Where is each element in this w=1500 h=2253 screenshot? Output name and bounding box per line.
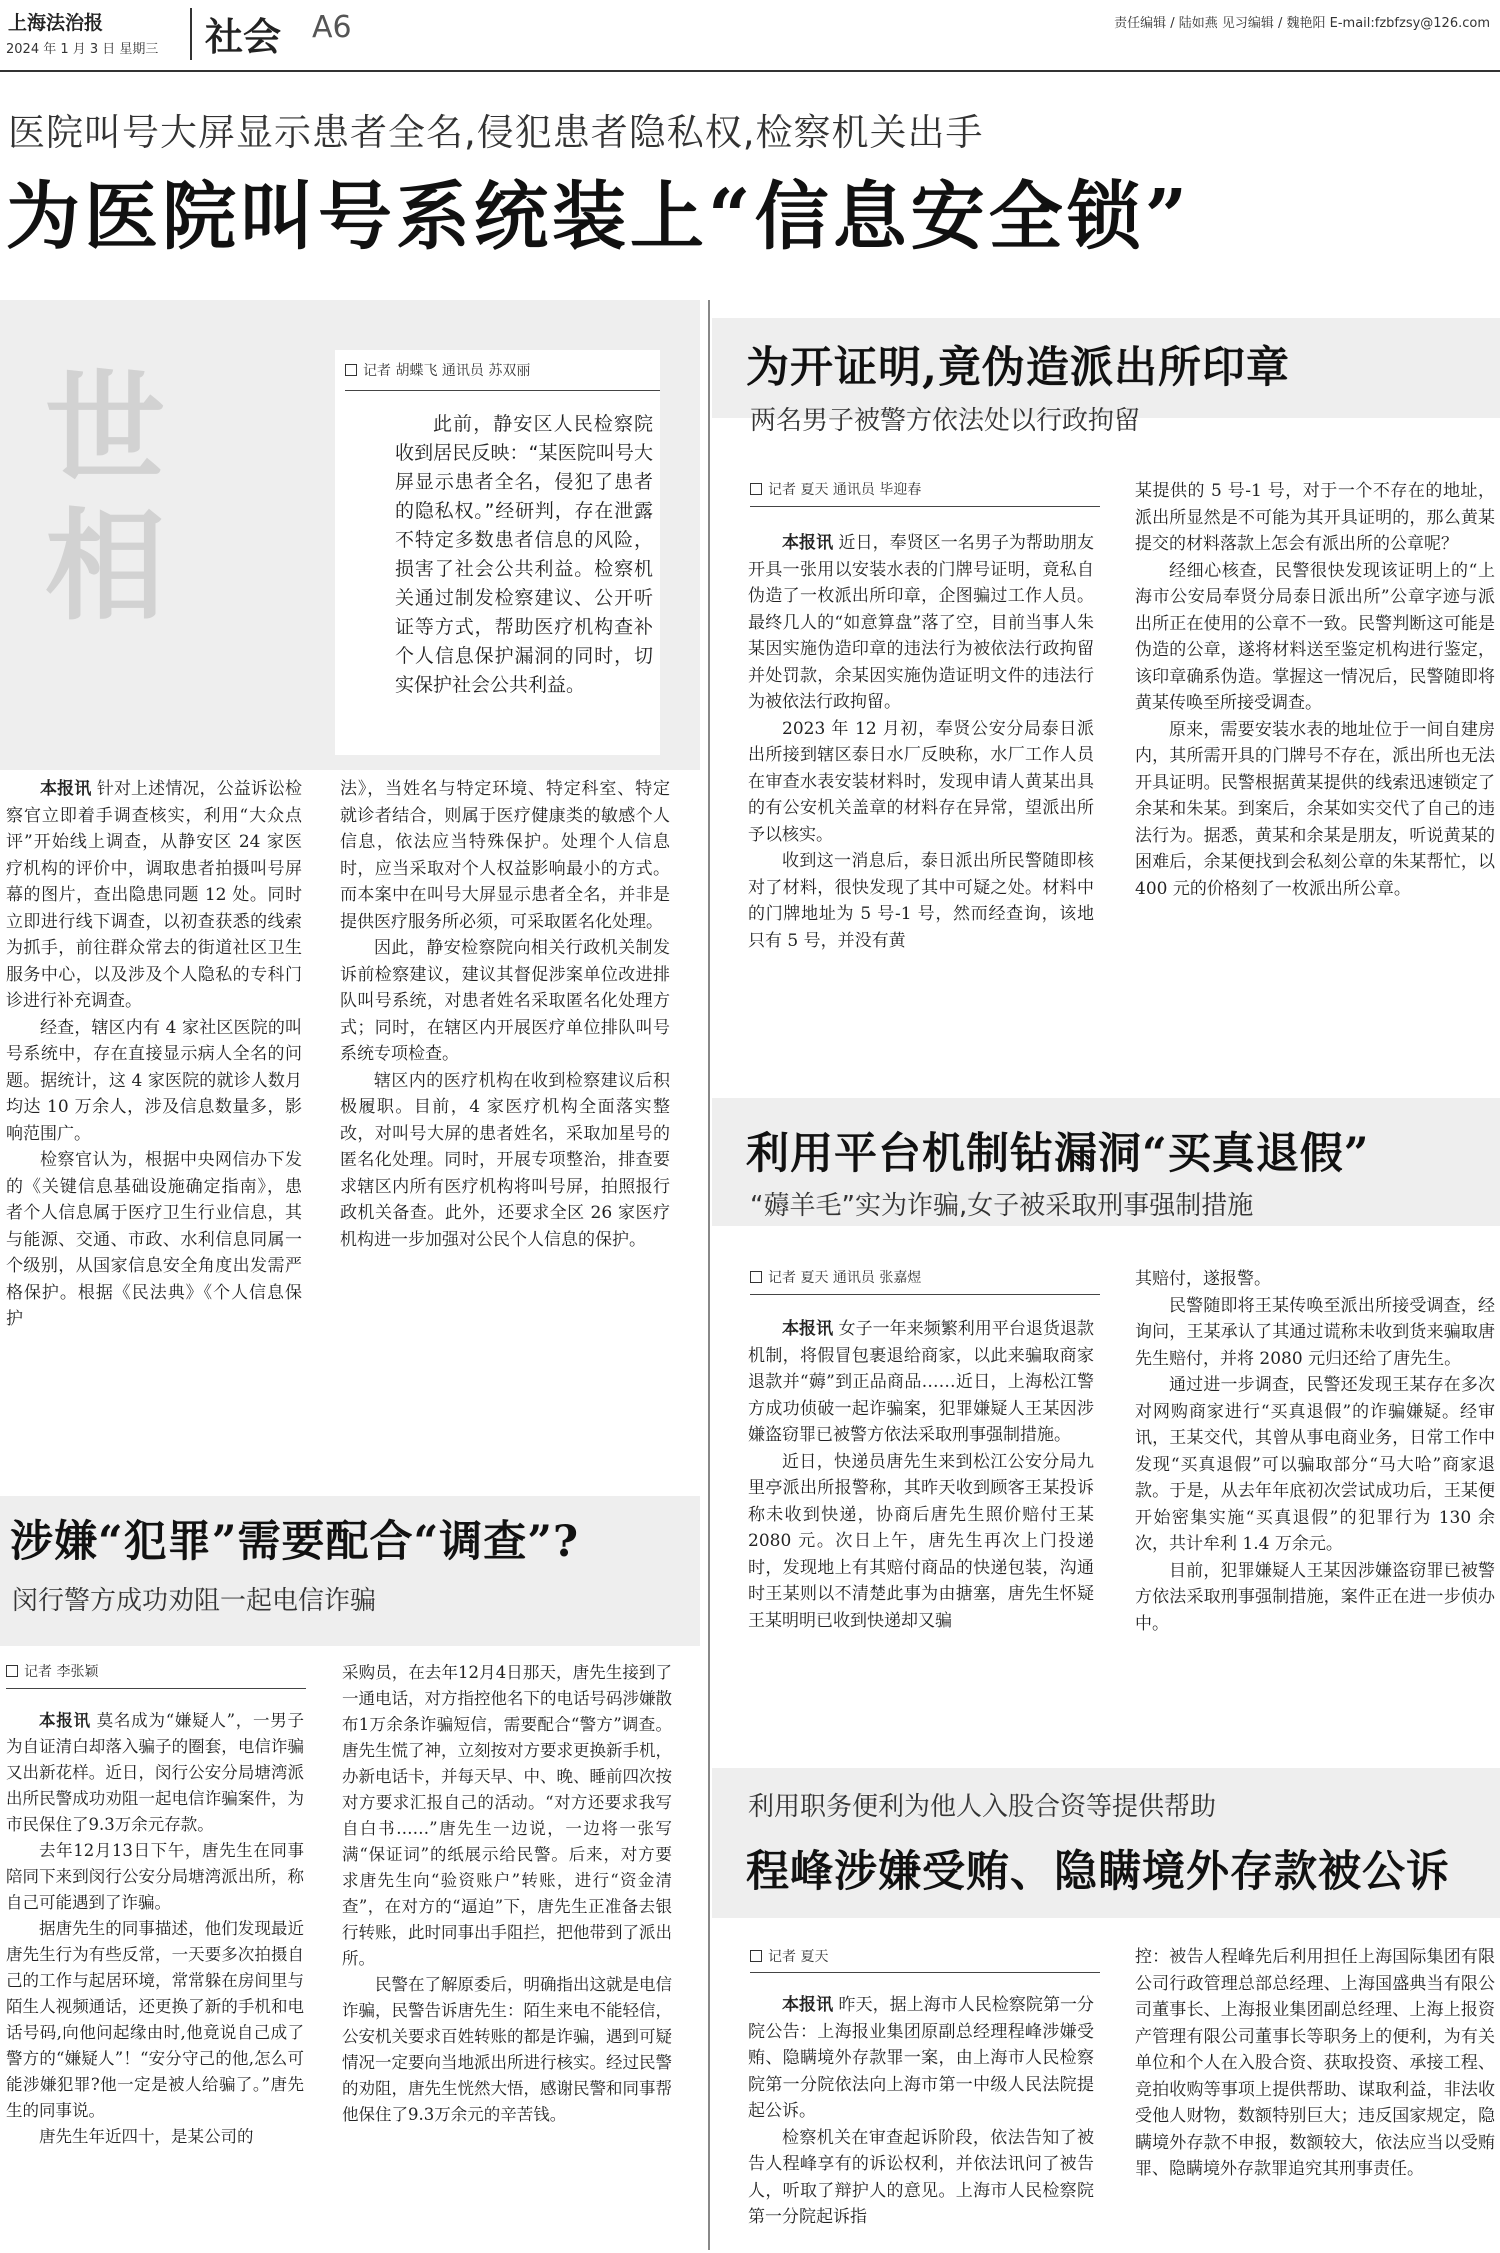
paragraph: 近日，快递员唐先生来到松江公安分局九里亭派出所报警称，其昨天收到顾客王某投诉称未收到快递，协商后唐先生照价赔付王某 2080 元。次日上午，唐先生再次上门投递时，发现地上有其赔付商品的快递包装，沟通时王某则以不清楚此事为由搪塞，唐先生怀疑王某明明已收到快递却又骗	[748, 1451, 1094, 1631]
story4-column-2	[342, 1660, 672, 2128]
paragraph: 收到这一消息后，泰日派出所民警随即核对了材料，很快发现了其中可疑之处。材料中的门牌地址为 5 号-1 号，然而经查询，该地只有 5 号，并没有黄	[748, 851, 1094, 951]
paragraph	[748, 1316, 1094, 1449]
paragraph: 唐先生年近四十，是某公司的	[39, 2127, 254, 2146]
story3-byline	[750, 1267, 921, 1287]
story2-headline: 为开证明,竟伪造派出所印章	[746, 343, 1290, 393]
byline-text: 记者 李张颖	[24, 1664, 99, 1680]
paper-name: 上海法治报	[8, 12, 104, 34]
paragraph: 通过进一步调查，民警还发现王某存在多次对网购商家进行“买真退假”的诈骗嫌疑。经审讯，王某交代，其曾从事电商业务，日常工作中发现“买真退假”可以骗取部分“马大哈”商家退款。于是，从去年年底初次尝试成功后，王某便开始密集实施“买真退假”的犯罪行为 130 余次，共计牟利 1.4 万余元。	[1135, 1375, 1495, 1554]
paragraph: 控：被告人程峰先后利用担任上海国际集团有限公司行政管理总部总经理、上海国盛典当有限公司董事长、上海报业集团副总经理、上海上报资产管理有限公司董事长等职务上的便利，为有关单位和个人在入股合资、获取投资、承接工程、竞拍收购等事项上提供帮助、谋取利益，非法收受他人财物，数额特别巨大；违反国家规定，隐瞒境外存款不申报，数额较大，依法应当以受贿罪、隐瞒境外存款罪追究其刑事责任。	[1135, 1947, 1495, 2179]
byline-rule	[750, 1294, 1100, 1295]
story5-column-2	[1135, 1944, 1495, 2183]
paragraph-text: 针对上述情况，公益诉讼检察官立即着手调查核实，利用“大众点评”开始线上调查，从静安区 24 家医疗机构的评价中，调取患者拍摄叫号屏幕的图片，查出隐患同题 12 处。同时立即进行线下调查，以初查获悉的线索为抓手，前往群众常去的街道社区卫生服务中心，以及涉及个人隐私的专科门诊进行补充调查。	[6, 779, 303, 1011]
story2-subheadline: 两名男子被警方依法处以行政拘留	[750, 406, 1141, 436]
dateline: 本报讯	[782, 533, 834, 553]
dateline: 本报讯	[40, 779, 92, 799]
paragraph: 其赔付，遂报警。	[1135, 1269, 1271, 1289]
byline-text: 记者 夏天 通讯员 张嘉煜	[768, 1270, 922, 1286]
paragraph: 经细心核查，民警很快发现该证明上的“上海市公安局奉贤分局泰日派出所”公章字迹与派出所正在使用的公章不一致。民警判断这可能是伪造的公章，遂将材料送至鉴定机构进行鉴定，该印章确系伪造。掌握这一情况后，民警随即将黄某传唤至所接受调查。	[1135, 560, 1495, 713]
lead-byline	[345, 360, 530, 380]
paragraph-text: 近日，奉贤区一名男子为帮助朋友开具一张用以安装水表的门牌号证明，竟私自伪造了一枚派出所印章，企图骗过工作人员。最终几人的“如意算盘”落了空，目前当事人朱某因实施伪造印章的违法行为被依法行政拘留并处罚款，余某因实施伪造证明文件的违法行为被依法行政拘留。	[748, 533, 1095, 712]
paragraph: 去年12月13日下午，唐先生在同事陪同下来到闵行公安分局塘湾派出所，称自己可能遇到了诈骗。	[6, 1841, 304, 1912]
paragraph: 法》，当姓名与特定环境、特定科室、特定就诊者结合，则属于医疗健康类的敏感个人信息，依法应当特殊保护。处理个人信息时，应当采取对个人权益影响最小的方式。而本案中在叫号大屏显示患者全名，并非是提供医疗服务所必须，可采取匿名化处理。	[340, 779, 670, 932]
paragraph	[6, 776, 302, 1015]
story3-column-1	[748, 1316, 1094, 1634]
story2-column-1	[748, 530, 1094, 954]
dateline: 本报讯	[782, 1319, 834, 1339]
byline-box-icon	[750, 1950, 762, 1962]
paragraph: 辖区内的医疗机构在收到检察建议后积极履职。目前，4 家医疗机构全面落实整改，对叫号大屏的患者姓名，采取加星号的匿名化处理。同时，开展专项整治，排查要求辖区内所有医疗机构将叫号屏，拍照报行政机关备查。此外，还要求全区 26 家医疗机构进一步加强对公民个人信息的保护。	[340, 1070, 670, 1250]
paragraph: 据唐先生的同事描述，他们发现最近唐先生行为有些反常，一天要多次拍摄自己的工作与起居环境，常常躲在房间里与陌生人视频通话，还更换了新的手机和电话号码,向他问起缘由时,他竟说自己成了警方的“嫌疑人”！“安分守己的他,怎么可能涉嫌犯罪?他一定是被人给骗了。”唐先生的同事说。	[6, 1919, 304, 2120]
story4-byline	[6, 1661, 98, 1681]
lead-headline: 为医院叫号系统装上“信息安全锁”	[6, 174, 1192, 260]
story4-column-1	[6, 1708, 304, 2150]
story5-headline: 程峰涉嫌受贿、隐瞒境外存款被公诉	[746, 1847, 1450, 1897]
story5-kicker: 利用职务便利为他人入股合资等提供帮助	[748, 1792, 1217, 1822]
paragraph-text: 昨天，据上海市人民检察院第一分院公告：上海报业集团原副总经理程峰涉嫌受贿、隐瞒境外存款罪一案，由上海市人民检察院第一分院依法向上海市第一中级人民法院提起公诉。	[748, 1995, 1095, 2121]
byline-rule	[750, 506, 1100, 507]
paragraph: 某提供的 5 号-1 号，对于一个不存在的地址，派出所显然是不可能为其开具证明的，那么黄某提交的材料落款上怎会有派出所的公章呢？	[1135, 481, 1495, 554]
paragraph: 因此，静安检察院向相关行政机关制发诉前检察建议，建议其督促涉案单位改进排队叫号系统，对患者姓名采取匿名化处理方式；同时，在辖区内开展医疗单位排队叫号系统专项检查。	[340, 938, 670, 1064]
paragraph	[6, 1708, 304, 1838]
byline-text: 记者 夏天 通讯员 毕迎春	[768, 482, 922, 498]
byline-box-icon	[750, 483, 762, 495]
lead-column-2	[340, 776, 670, 1253]
paragraph: 原来，需要安装水表的地址位于一间自建房内，其所需开具的门牌号不存在，派出所也无法开具证明。民警根据黄某提供的线索迅速锁定了余某和朱某。到案后，余某如实交代了自己的违法行为。据悉，黄某和余某是朋友，听说黄某的困难后，余某便找到会私刻公章的朱某帮忙，以 400 元的价格刻了一枚派出所公章。	[1135, 719, 1495, 899]
story4-subheadline: 闵行警方成功劝阻一起电信诈骗	[12, 1586, 377, 1616]
byline-box-icon	[6, 1665, 18, 1677]
story2-column-2	[1135, 478, 1495, 902]
lead-summary: 此前，静安区人民检察院收到居民反映：“某医院叫号大屏显示患者全名，侵犯了患者的隐私权。”经研判，存在泄露不特定多数患者信息的风险，损害了社会公共利益。检察机关通过制发检察建议、公开听证等方式，帮助医疗机构查补个人信息保护漏洞的同时，切实保护社会公共利益。	[395, 413, 653, 696]
lead-kicker: 医院叫号大屏显示患者全名,侵犯患者隐私权,检察机关出手	[8, 111, 984, 154]
paragraph-text: 莫名成为“嫌疑人”，一男子为自证清白却落入骗子的圈套，电信诈骗又出新花样。近日，闵行公安分局塘湾派出所民警成功劝阻一起电信诈骗案件，为市民保住了9.3万余元存款。	[6, 1711, 305, 1834]
story5-column-1	[748, 1992, 1094, 2231]
byline-text: 记者 胡蝶飞 通讯员 苏双丽	[363, 363, 531, 379]
masthead	[0, 0, 1500, 72]
byline-rule	[345, 390, 660, 391]
story3-subheadline: “薅羊毛”实为诈骗,女子被采取刑事强制措施	[750, 1191, 1254, 1221]
dateline: 本报讯	[782, 1995, 834, 2015]
lead-column-1	[6, 776, 302, 1333]
paragraph	[748, 1992, 1094, 2125]
story3-column-2	[1135, 1266, 1495, 1637]
section-name: 社会	[205, 14, 282, 59]
paragraph: 检察机关在审查起诉阶段，依法告知了被告人程峰享有的诉讼权利，并依法讯问了被告人，听取了辩护人的意见。上海市人民检察院第一分院起诉指	[748, 2127, 1094, 2227]
paragraph: 民警在了解原委后，明确指出这就是电信诈骗，民警告诉唐先生：陌生来电不能轻信，公安机关要求百姓转账的都是诈骗，遇到可疑情况一定要向当地派出所进行核实。经过民警的劝阻，唐先生恍然大悟，感谢民警和同事帮他保住了9.3万余元的辛苦钱。	[342, 1975, 672, 2124]
dateline: 本报讯	[39, 1711, 91, 1730]
paragraph: 检察官认为，根据中央网信办下发的《关键信息基础设施确定指南》，患者个人信息属于医疗卫生行业信息，其与能源、交通、市政、水利信息同属一个级别，从国家信息安全角度出发需严格保护。根据《民法典》《个人信息保护	[6, 1150, 302, 1329]
paragraph: 目前，犯罪嫌疑人王某因涉嫌盗窃罪已被警方依法采取刑事强制措施，案件正在进一步侦办中。	[1135, 1560, 1495, 1634]
issue-date: 2024 年 1 月 3 日 星期三	[6, 42, 159, 57]
column-logo-char: 世	[45, 358, 165, 499]
byline-box-icon	[750, 1271, 762, 1283]
story2-byline	[750, 479, 921, 499]
paragraph-text: 女子一年来频繁利用平台退货退款机制，将假冒包裹退给商家，以此来骗取商家退款并“薅”到正品商品……近日，上海松江警方成功侦破一起诈骗案，犯罪嫌疑人王某因涉嫌盗窃罪已被警方依法采取刑事强制措施。	[748, 1319, 1095, 1445]
column-logo-char: 相	[45, 496, 165, 637]
byline-text: 记者 夏天	[768, 1949, 829, 1965]
masthead-divider	[190, 8, 192, 60]
byline-rule	[6, 1688, 306, 1689]
story4-headline: 涉嫌“犯罪”需要配合“调查”?	[10, 1517, 580, 1567]
page-number: A6	[312, 10, 352, 45]
paragraph: 采购员，在去年12月4日那天，唐先生接到了一通电话，对方指控他名下的电话号码涉嫌散布1万余条诈骗短信，需要配合“警方”调查。唐先生慌了神，立刻按对方要求更换新手机，办新电话卡，并每天早、中、晚、睡前四次按对方要求汇报自己的活动。“对方还要求我写自白书……”唐先生一边说，一边将一张写满“保证词”的纸展示给民警。后来，对方要求唐先生向“验资账户”转账，进行“资金清查”，在对方的“逼迫”下，唐先生正准备去银行转账，此时同事出手阻拦，把他带到了派出所。	[342, 1663, 672, 1968]
story5-byline	[750, 1946, 828, 1966]
paragraph: 民警随即将王某传唤至派出所接受调查，经询问，王某承认了其通过谎称未收到货来骗取唐先生赔付，并将 2080 元归还给了唐先生。	[1135, 1295, 1495, 1369]
editors-credit: 责任编辑 / 陆如燕 见习编辑 / 魏艳阳 E-mail:fzbfzsy@126.com	[1114, 16, 1490, 31]
byline-box-icon	[345, 364, 357, 376]
paragraph	[748, 530, 1094, 716]
paragraph: 2023 年 12 月初，奉贤公安分局泰日派出所接到辖区泰日水厂反映称，水厂工作人员在审查水表安装材料时，发现申请人黄某出具的有公安机关盖章的材料存在异常，望派出所予以核实。	[748, 718, 1094, 845]
byline-rule	[750, 1972, 1100, 1973]
column-logo	[10, 360, 200, 636]
column-divider	[708, 300, 710, 2250]
story3-headline: 利用平台机制钻漏洞“买真退假”	[746, 1129, 1370, 1179]
paragraph: 经查，辖区内有 4 家社区医院的叫号系统中，存在直接显示病人全名的问题。据统计，这 4 家医院的就诊人数月均达 10 万余人，涉及信息数量多，影响范围广。	[6, 1017, 302, 1144]
